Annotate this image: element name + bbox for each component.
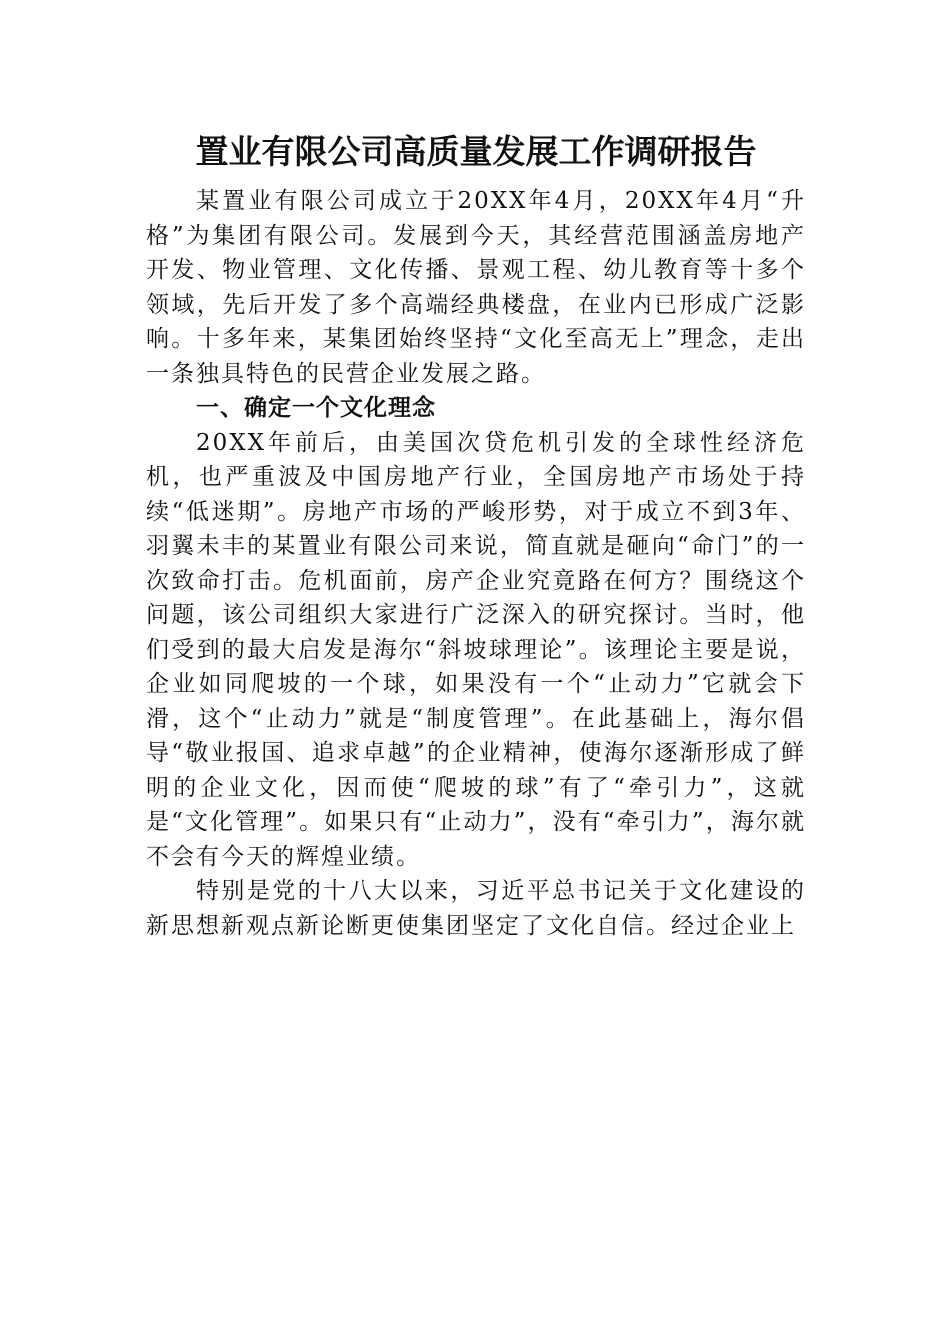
- section-paragraph: 20XX年前后，由美国次贷危机引发的全球性经济危机，也严重波及中国房地产行业，全国房地产市场处于持续“低迷期”。房地产市场的严峻形势，对于成立不到3年、羽翼未丰的某置业有限公司来说，简直就是砸向“命门”的一次致命打击。危机面前，房产企业究竟路在何方？围绕这个问题，该公司组织大家进行广泛深入的研究探讨。当时，他们受到的最大启发是海尔“斜坡球理论”。该理论主要是说，企业如同爬坡的一个球，如果没有一个“止动力”它就会下滑，这个“止动力”就是“制度管理”。在此基础上，海尔倡导“敬业报国、追求卓越”的企业精神，使海尔逐渐形成了鲜明的企业文化，因而使“爬坡的球”有了“牵引力”，这就是“文化管理”。如果只有“止动力”，没有“牵引力”，海尔就不会有今天的辉煌业绩。: [146, 429, 806, 870]
- intro-paragraph: 某置业有限公司成立于20XX年4月，20XX年4月“升格”为集团有限公司。发展到今天，其经营范围涵盖房地产开发、物业管理、文化传播、景观工程、幼儿教育等十多个领域，先后开发了多个高端经典楼盘，在业内已形成广泛影响。十多年来，某集团始终坚持“文化至高无上”理念，走出一条独具特色的民营企业发展之路。: [146, 188, 806, 387]
- section-paragraph-continued: 特别是党的十八大以来，习近平总书记关于文化建设的新思想新观点新论断更使集团坚定了文化自信。经过企业上: [146, 878, 806, 939]
- document-body: [146, 128, 806, 943]
- document-title: 置业有限公司高质量发展工作调研报告: [195, 132, 757, 171]
- section-heading: 一、确定一个文化理念: [196, 395, 436, 421]
